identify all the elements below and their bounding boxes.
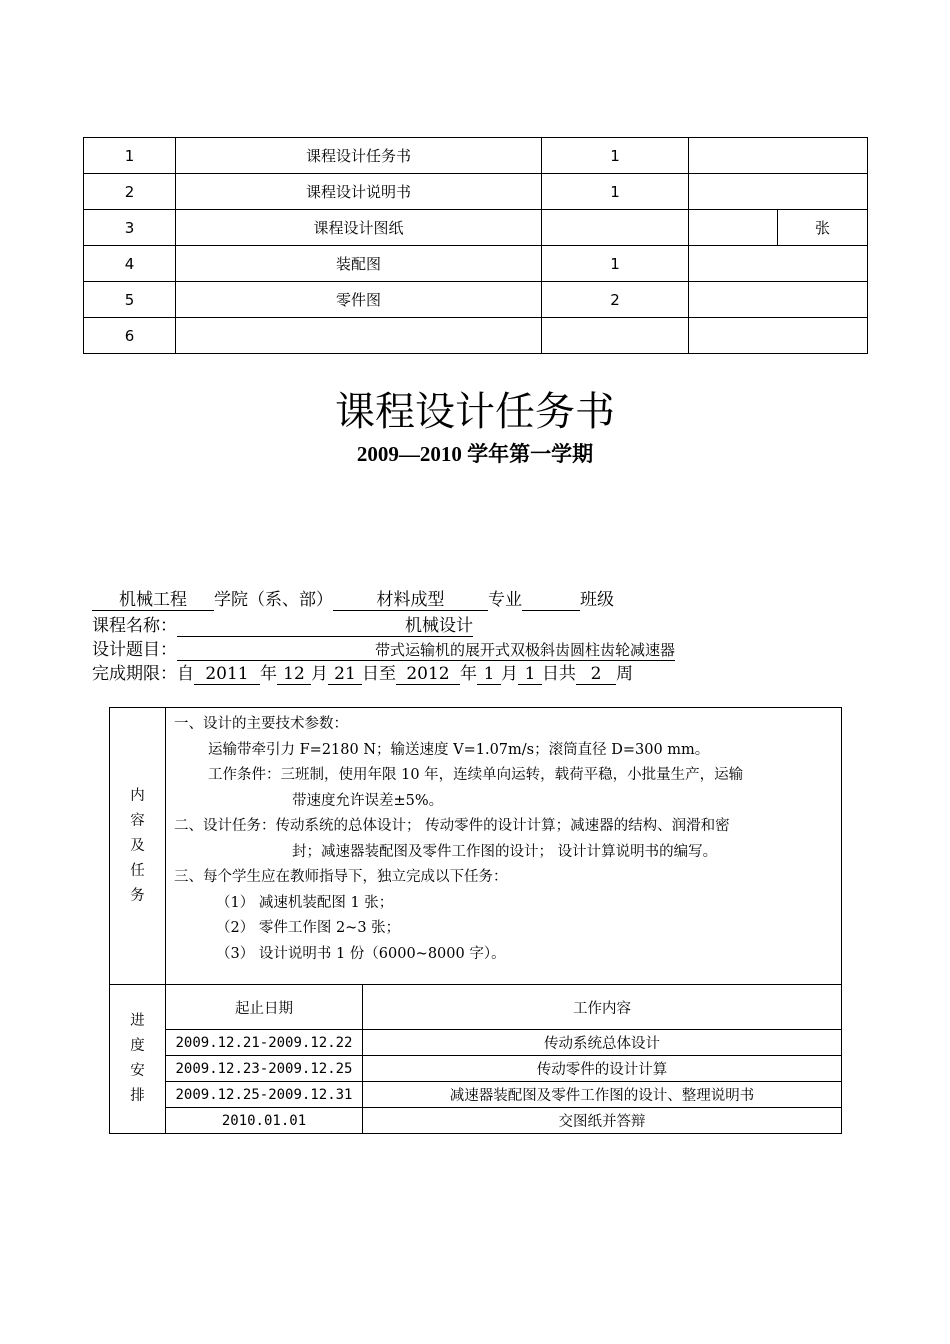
item-unit — [689, 246, 868, 282]
item-quantity — [542, 318, 689, 354]
week-label: 周 — [616, 664, 633, 684]
item-quantity: 1 — [542, 246, 689, 282]
item-quantity: 1 — [542, 174, 689, 210]
item-unit — [689, 282, 868, 318]
date-range: 2009.12.21-2009.12.22 — [166, 1030, 363, 1056]
course-label: 课程名称： — [92, 616, 177, 636]
class-suffix: 班级 — [580, 590, 614, 610]
task-line: 工作条件：三班制，使用年限 10 年，连续单向运转，载荷平稳，小批量生产，运输 — [208, 767, 744, 783]
date-range: 2010.01.01 — [166, 1108, 363, 1134]
item-name: 零件图 — [176, 282, 542, 318]
start-day: 21 — [328, 664, 362, 685]
item-name: 课程设计说明书 — [176, 174, 542, 210]
label-char: 度 — [130, 1038, 145, 1054]
table-row — [110, 1108, 842, 1134]
week-count: 2 — [576, 664, 616, 685]
item-unit — [689, 174, 868, 210]
item-name: 装配图 — [176, 246, 542, 282]
table-row — [84, 246, 868, 282]
course-value: 机械设计 — [177, 616, 473, 637]
table-row — [110, 1082, 842, 1108]
label-char: 任 — [130, 862, 145, 879]
task-line: （1） 减速机装配图 1 张； — [216, 894, 394, 911]
task-line: 运输带牵引力 F=2180 N；输送速度 V=1.07m/s；滚筒直径 D=300 mm。 — [208, 741, 710, 758]
task-line: 三、每个学生应在教师指导下，独立完成以下任务： — [174, 869, 508, 885]
work-content: 传动系统总体设计 — [363, 1030, 842, 1056]
table-row — [84, 138, 868, 174]
start-year: 2011 — [194, 664, 260, 685]
period-label: 完成期限：自 — [92, 664, 194, 684]
item-unit — [689, 318, 868, 354]
item-name: 课程设计任务书 — [176, 138, 542, 174]
start-month: 12 — [277, 664, 311, 685]
row-number: 1 — [84, 138, 176, 174]
row-number: 2 — [84, 174, 176, 210]
year-label: 年 — [260, 664, 277, 684]
task-line: 一、设计的主要技术参数： — [174, 716, 348, 732]
table-row — [84, 210, 868, 246]
end-year: 2012 — [396, 664, 460, 685]
item-name: 课程设计图纸 — [176, 210, 542, 246]
row-number: 4 — [84, 246, 176, 282]
label-char: 进 — [130, 1013, 145, 1029]
item-name — [176, 318, 542, 354]
topic-value: 带式运输机的展开式双极斜齿圆柱齿轮减速器 — [177, 640, 675, 661]
day-total-label: 日共 — [542, 664, 576, 684]
label-char: 务 — [130, 887, 145, 904]
item-unit — [689, 138, 868, 174]
item-unit: 张 — [778, 210, 868, 246]
college-line — [92, 588, 614, 612]
topic-line — [92, 638, 675, 662]
schedule-section-label — [110, 985, 166, 1134]
year-label: 年 — [460, 664, 477, 684]
task-row — [110, 708, 842, 985]
work-content: 交图纸并答辩 — [363, 1108, 842, 1134]
day-to-label: 日至 — [362, 664, 396, 684]
topic-label: 设计题目： — [92, 640, 177, 660]
schedule-header-row — [110, 985, 842, 1030]
month-label: 月 — [501, 664, 518, 684]
materials-table — [83, 137, 868, 354]
task-schedule-table — [109, 707, 842, 1134]
academic-term: 2009—2010 学年第一学期 — [356, 442, 594, 466]
label-char: 容 — [130, 812, 145, 829]
date-range: 2009.12.25-2009.12.31 — [166, 1082, 363, 1108]
work-content: 减速器装配图及零件工作图的设计、整理说明书 — [363, 1082, 842, 1108]
work-content: 传动零件的设计计算 — [363, 1056, 842, 1082]
label-char: 内 — [130, 787, 145, 804]
label-char: 排 — [130, 1088, 145, 1104]
item-quantity: 2 — [542, 282, 689, 318]
task-content — [166, 708, 842, 985]
item-quantity: 1 — [542, 138, 689, 174]
task-section-label — [110, 708, 166, 985]
college-suffix: 学院（系、部） — [214, 590, 333, 610]
table-row — [84, 174, 868, 210]
empty-cell — [689, 210, 778, 246]
table-row — [84, 318, 868, 354]
date-header: 起止日期 — [166, 985, 363, 1030]
major-suffix: 专业 — [488, 590, 522, 610]
table-row — [110, 1056, 842, 1082]
date-range: 2009.12.23-2009.12.25 — [166, 1056, 363, 1082]
month-label: 月 — [311, 664, 328, 684]
table-row — [84, 282, 868, 318]
task-line: （3） 设计说明书 1 份（6000~8000 字）。 — [216, 945, 506, 962]
period-line — [92, 662, 633, 686]
row-number: 5 — [84, 282, 176, 318]
major-value: 材料成型 — [333, 590, 488, 611]
college-value: 机械工程 — [92, 590, 214, 611]
label-char: 安 — [130, 1063, 145, 1079]
row-number: 6 — [84, 318, 176, 354]
course-line — [92, 614, 473, 638]
task-line: 二、设计任务：传动系统的总体设计； 传动零件的设计计算；减速器的结构、润滑和密 — [174, 818, 730, 834]
task-line: 封；减速器装配图及零件工作图的设计； 设计计算说明书的编写。 — [292, 843, 718, 860]
class-value — [522, 590, 580, 611]
item-quantity — [542, 210, 689, 246]
label-char: 及 — [130, 837, 145, 854]
end-day: 1 — [518, 664, 542, 685]
row-number: 3 — [84, 210, 176, 246]
page-title: 课程设计任务书 — [335, 389, 615, 435]
content-header: 工作内容 — [363, 985, 842, 1030]
table-row — [110, 1030, 842, 1056]
task-line: 带速度允许误差±5%。 — [292, 792, 444, 809]
task-line: （2） 零件工作图 2~3 张； — [216, 920, 401, 936]
end-month: 1 — [477, 664, 501, 685]
